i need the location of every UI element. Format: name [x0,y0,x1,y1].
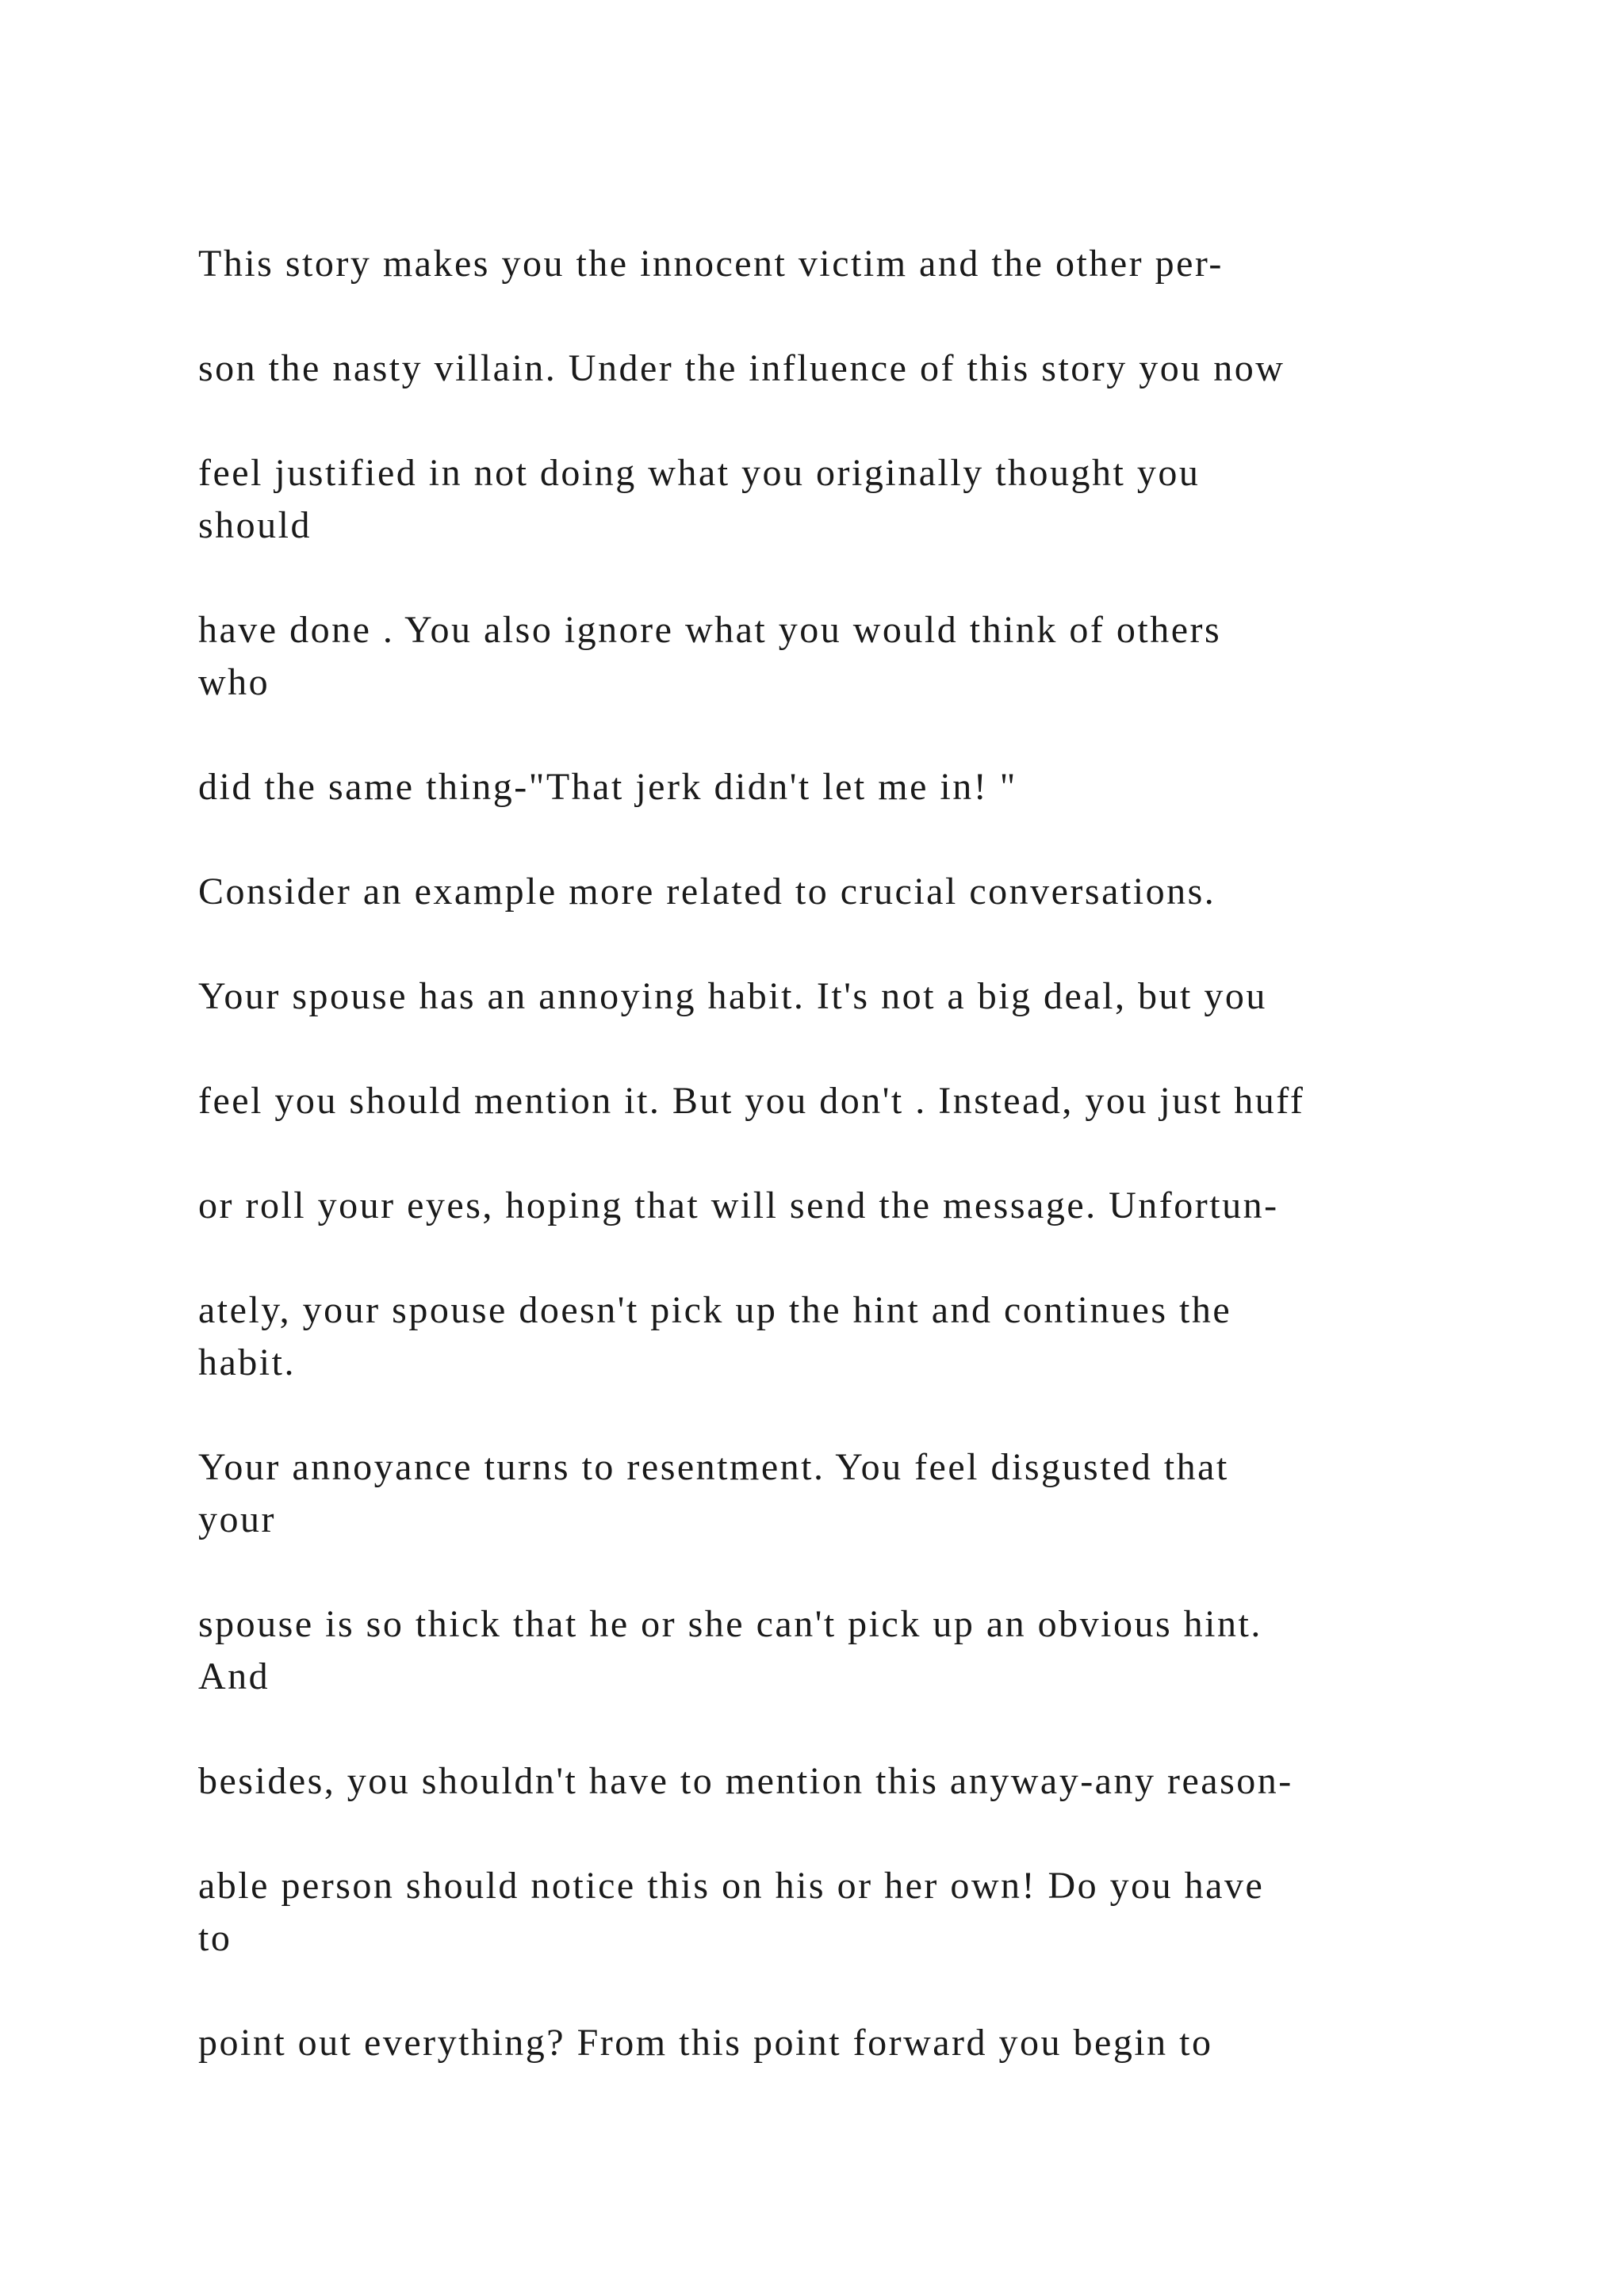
paragraph: did the same thing-"That jerk didn't let me in! " [198,766,1017,808]
paragraph: feel you should mention it. But you don't . Instead, you just huff [198,1080,1305,1122]
paragraph: point out everything? From this point forward you begin to [198,2022,1213,2064]
paragraph: or roll your eyes, hoping that will send the message. Unfortun- [198,1184,1279,1226]
paragraph: Your spouse has an annoying habit. It's not a big deal, but you [198,975,1267,1017]
paragraph: son the nasty villain. Under the influence of this story you now [198,347,1285,389]
paragraph: spouse is so thick that he or she can't pick up an obvious hint. And [198,1603,1262,1697]
paragraph: This story makes you the innocent victim and the other per- [198,243,1224,285]
paragraph: Your annoyance turns to resentment. You feel disgusted that your [198,1446,1229,1540]
paragraph: feel justified in not doing what you originally thought you should [198,452,1201,546]
paragraph: besides, you shouldn't have to mention this anyway-any reason- [198,1760,1293,1802]
paragraph: ately, your spouse doesn't pick up the hint and continues the habit. [198,1289,1232,1383]
paragraph: Consider an example more related to crucial conversations. [198,871,1216,913]
paragraph: able person should notice this on his or her own! Do you have to [198,1865,1265,1959]
paragraph: have done . You also ignore what you would think of others who [198,609,1222,703]
body-text [198,238,1467,2122]
